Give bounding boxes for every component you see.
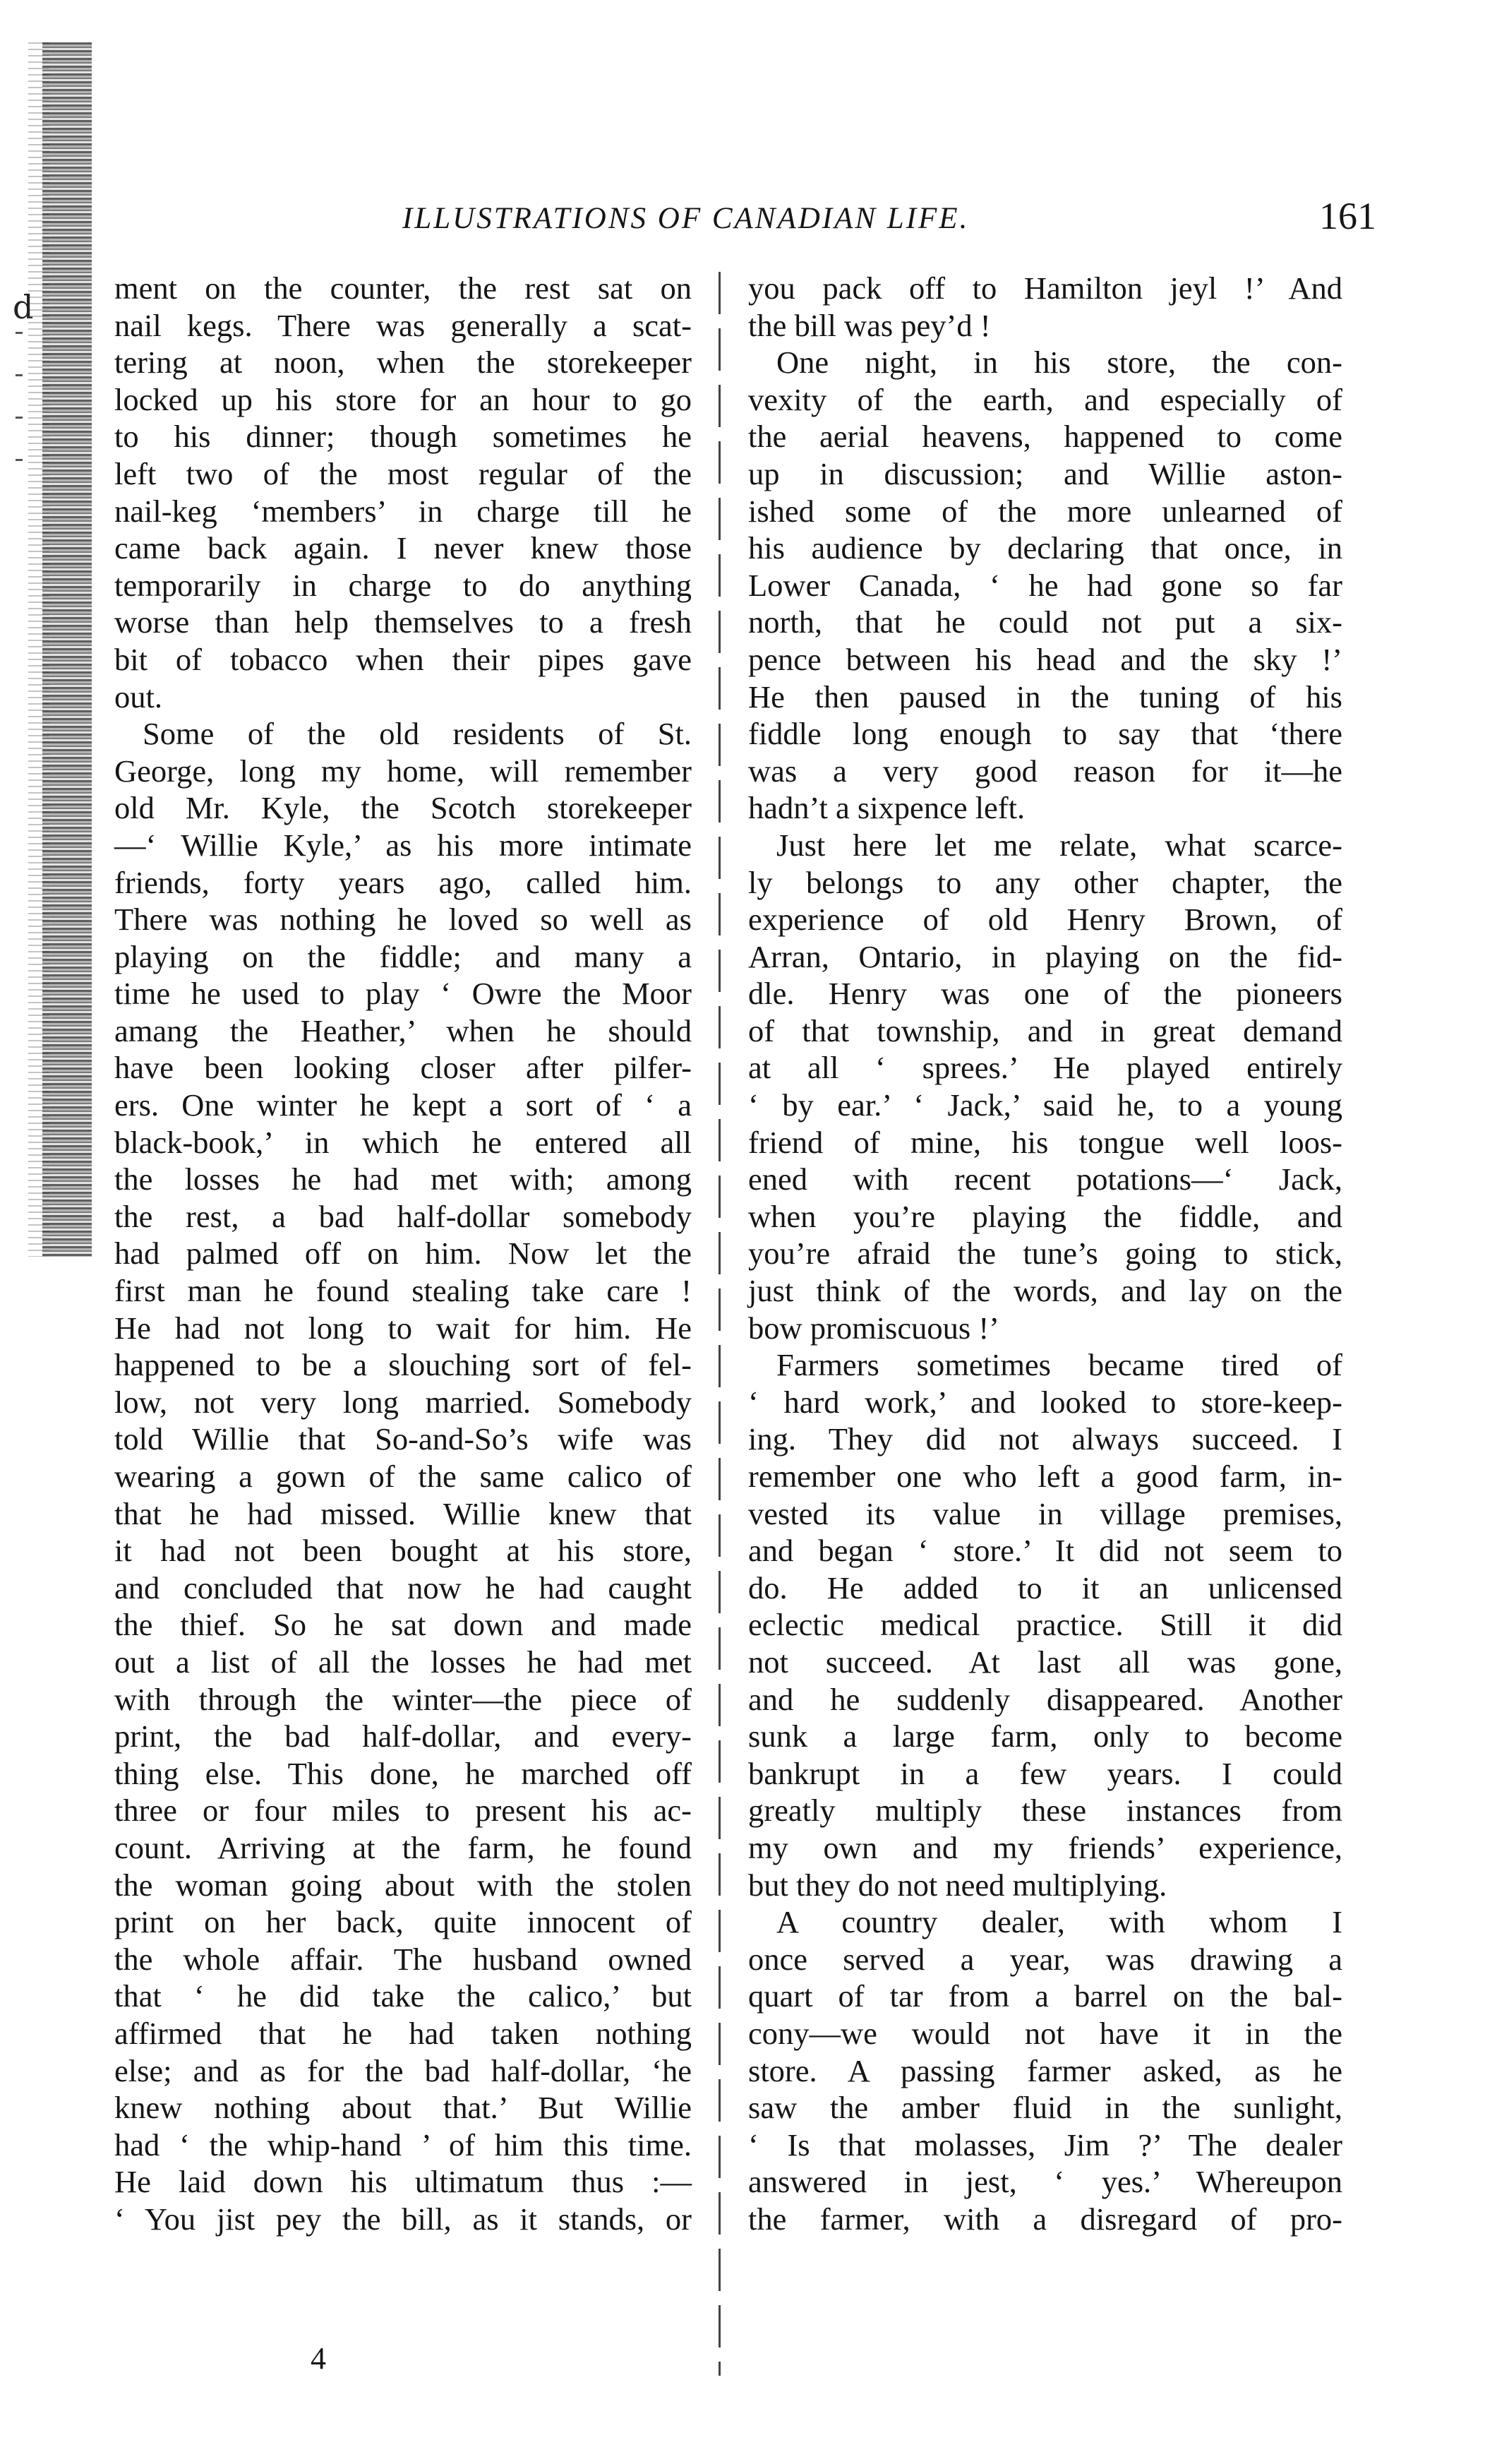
text-line: first man he found stealing take care ! — [114, 1273, 692, 1309]
text-line: old Mr. Kyle, the Scotch storekeeper — [114, 790, 692, 826]
text-line: George, long my home, will remember — [114, 753, 692, 789]
text-line: but they do not need multiplying. — [748, 1867, 1167, 1903]
left-column — [114, 270, 692, 2237]
margin-tick — [16, 459, 23, 461]
text-line: the thief. So he sat down and made — [114, 1607, 692, 1643]
text-line: print, the bad half-dollar, and every- — [114, 1718, 692, 1754]
text-line: came back again. I never knew those — [114, 530, 692, 566]
text-line: eclectic medical practice. Still it did — [748, 1607, 1342, 1643]
text-line: bankrupt in a few years. I could — [748, 1755, 1342, 1791]
text-line: have been looking closer after pilfer- — [114, 1050, 692, 1086]
text-line: locked up his store for an hour to go — [114, 381, 692, 417]
text-line: ‘ hard work,’ and looked to store-keep- — [748, 1384, 1342, 1420]
text-line: not succeed. At last all was gone, — [748, 1644, 1342, 1680]
text-line: remember one who left a good farm, in- — [748, 1459, 1342, 1494]
text-line: pence between his head and the sky !’ — [748, 641, 1342, 677]
text-line: told Willie that So-and-So’s wife was — [114, 1421, 692, 1457]
text-line: ers. One winter he kept a sort of ‘ a — [114, 1087, 692, 1123]
text-line: the whole affair. The husband owned — [114, 1941, 692, 1977]
text-line: up in discussion; and Willie aston- — [748, 455, 1342, 491]
text-line: A country dealer, with whom I — [776, 1904, 1342, 1940]
text-line: when you’re playing the fiddle, and — [748, 1198, 1342, 1234]
text-line: sunk a large farm, only to become — [748, 1718, 1342, 1754]
text-line: count. Arriving at the farm, he found — [114, 1829, 692, 1865]
text-line: tering at noon, when the storekeeper — [114, 345, 692, 381]
text-line: the bill was pey’d ! — [748, 307, 991, 343]
text-line: vested its value in village premises, — [748, 1495, 1342, 1531]
text-line: once served a year, was drawing a — [748, 1941, 1342, 1977]
text-line: greatly multiply these instances from — [748, 1793, 1342, 1829]
text-line: left two of the most regular of the — [114, 455, 692, 491]
text-line: amang the Heather,’ when he should — [114, 1012, 692, 1048]
text-line: low, not very long married. Somebody — [114, 1384, 692, 1420]
text-line: and began ‘ store.’ It did not seem to — [748, 1533, 1342, 1569]
text-line: and he suddenly disappeared. Another — [748, 1681, 1342, 1717]
text-line: —‘ Willie Kyle,’ as his more intimate — [114, 827, 692, 863]
text-line: ing. They did not always succeed. I — [748, 1421, 1342, 1457]
text-line: of that township, and in great demand — [748, 1012, 1342, 1048]
text-line: store. A passing farmer asked, as he — [748, 2052, 1342, 2088]
text-line: the rest, a bad half-dollar somebody — [114, 1198, 692, 1234]
text-line: with through the winter—the piece of — [114, 1681, 692, 1717]
margin-note: d — [13, 288, 34, 326]
text-line: friend of mine, his tongue well loos- — [748, 1124, 1342, 1160]
column-divider — [719, 272, 721, 2376]
text-line: worse than help themselves to a fresh — [114, 604, 692, 640]
text-line: hadn’t a sixpence left. — [748, 790, 1026, 826]
text-line: ‘ Is that molasses, Jim ?’ The dealer — [748, 2127, 1342, 2163]
text-line: that ‘ he did take the calico,’ but — [114, 1978, 692, 2014]
text-line: friends, forty years ago, called him. — [114, 864, 692, 900]
text-line: out. — [114, 678, 162, 714]
text-line: ened with recent potations—‘ Jack, — [748, 1161, 1342, 1197]
text-line: playing on the fiddle; and many a — [114, 938, 692, 974]
text-line: the losses he had met with; among — [114, 1161, 692, 1197]
running-head: ILLUSTRATIONS OF CANADIAN LIFE. — [402, 202, 970, 235]
text-line: One night, in his store, the con- — [776, 345, 1342, 381]
text-line: to his dinner; though sometimes he — [114, 419, 692, 455]
text-line: experience of old Henry Brown, of — [748, 902, 1342, 938]
text-line: There was nothing he loved so well as — [114, 902, 692, 938]
margin-tick — [16, 332, 23, 334]
text-line: ‘ by ear.’ ‘ Jack,’ said he, to a young — [748, 1087, 1342, 1123]
text-line: Arran, Ontario, in playing on the fid- — [748, 938, 1342, 974]
text-line: you pack off to Hamilton jeyl !’ And — [748, 270, 1342, 306]
text-line: dle. Henry was one of the pioneers — [748, 976, 1342, 1012]
margin-tick — [16, 417, 23, 419]
right-column — [748, 270, 1342, 2237]
text-line: temporarily in charge to do anything — [114, 567, 692, 603]
page-number: 161 — [1319, 195, 1376, 237]
text-line: print on her back, quite innocent of — [114, 1904, 692, 1940]
text-line: Farmers sometimes became tired of — [776, 1347, 1342, 1383]
text-line: ‘ You jist pey the bill, as it stands, or — [114, 2201, 692, 2237]
text-line: had ‘ the whip-hand ’ of him this time. — [114, 2127, 692, 2163]
text-line: saw the amber fluid in the sunlight, — [748, 2090, 1342, 2126]
text-line: else; and as for the bad half-dollar, ‘he — [114, 2052, 692, 2088]
text-line: answered in jest, ‘ yes.’ Whereupon — [748, 2164, 1342, 2200]
text-line: do. He added to it an unlicensed — [748, 1569, 1342, 1605]
text-line: that he had missed. Willie knew that — [114, 1495, 692, 1531]
text-line: bit of tobacco when their pipes gave — [114, 641, 692, 677]
text-line: cony—we would not have it in the — [748, 2015, 1342, 2051]
text-line: nail-keg ‘members’ in charge till he — [114, 493, 692, 529]
text-line: vexity of the earth, and especially of — [748, 381, 1342, 417]
text-line: He laid down his ultimatum thus :— — [114, 2164, 692, 2200]
text-line: out a list of all the losses he had met — [114, 1644, 692, 1680]
text-line: He had not long to wait for him. He — [114, 1310, 692, 1346]
text-line: my own and my friends’ experience, — [748, 1829, 1342, 1865]
text-line: his audience by declaring that once, in — [748, 530, 1342, 566]
text-line: Some of the old residents of St. — [143, 716, 692, 752]
text-line: you’re afraid the tune’s going to stick, — [748, 1236, 1342, 1272]
binding-edge — [42, 42, 92, 1257]
text-line: north, that he could not put a six- — [748, 604, 1342, 640]
text-line: ished some of the more unlearned of — [748, 493, 1342, 529]
text-line: Just here let me relate, what scarce- — [776, 827, 1342, 863]
text-line: the woman going about with the stolen — [114, 1867, 692, 1903]
text-line: affirmed that he had taken nothing — [114, 2015, 692, 2051]
text-line: had palmed off on him. Now let the — [114, 1236, 692, 1272]
text-line: was a very good reason for it—he — [748, 753, 1342, 789]
text-line: it had not been bought at his store, — [114, 1533, 692, 1569]
text-line: at all ‘ sprees.’ He played entirely — [748, 1050, 1342, 1086]
text-line: the aerial heavens, happened to come — [748, 419, 1342, 455]
signature-mark: 4 — [311, 2341, 326, 2376]
text-line: He then paused in the tuning of his — [748, 678, 1342, 714]
text-line: ment on the counter, the rest sat on — [114, 270, 692, 306]
text-line: nail kegs. There was generally a scat- — [114, 307, 692, 343]
text-line: three or four miles to present his ac- — [114, 1793, 692, 1829]
text-line: the farmer, with a disregard of pro- — [748, 2201, 1342, 2237]
text-line: fiddle long enough to say that ‘there — [748, 716, 1342, 752]
text-line: knew nothing about that.’ But Willie — [114, 2090, 692, 2126]
text-line: bow promiscuous !’ — [748, 1310, 999, 1346]
text-line: Lower Canada, ‘ he had gone so far — [748, 567, 1342, 603]
text-line: wearing a gown of the same calico of — [114, 1459, 692, 1494]
text-line: time he used to play ‘ Owre the Moor — [114, 976, 692, 1012]
margin-tick — [16, 374, 23, 376]
page-header — [402, 195, 1376, 251]
text-line: ly belongs to any other chapter, the — [748, 864, 1342, 900]
text-line: quart of tar from a barrel on the bal- — [748, 1978, 1342, 2014]
text-line: thing else. This done, he marched off — [114, 1755, 692, 1791]
text-line: just think of the words, and lay on the — [748, 1273, 1342, 1309]
text-line: happened to be a slouching sort of fel- — [114, 1347, 692, 1383]
text-line: black-book,’ in which he entered all — [114, 1124, 692, 1160]
text-line: and concluded that now he had caught — [114, 1569, 692, 1605]
